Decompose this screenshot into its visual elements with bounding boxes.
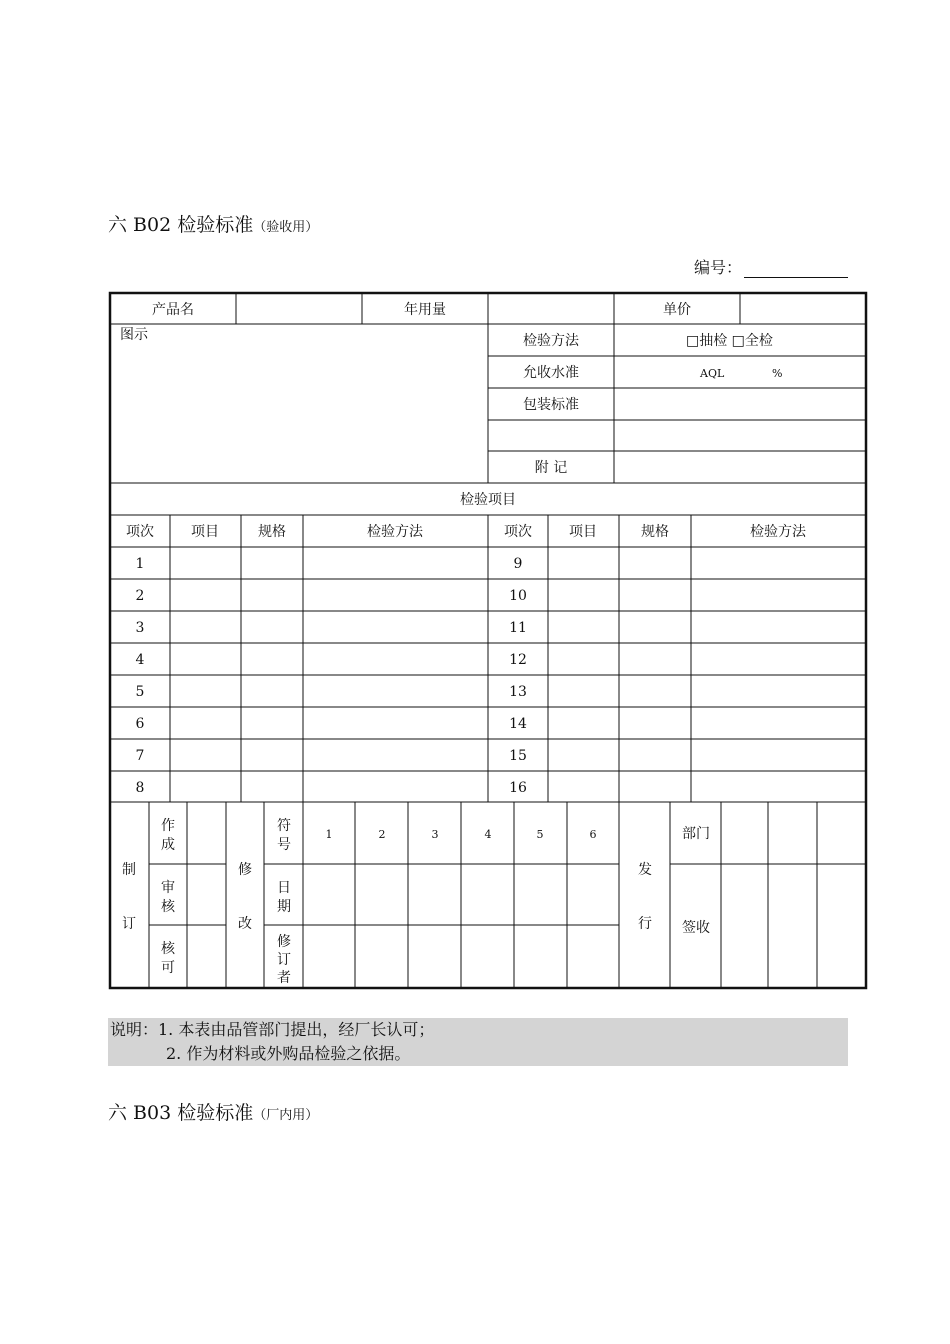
row-number: 6 xyxy=(135,716,145,732)
acceptance-level-label: 允收水准 xyxy=(523,365,579,381)
section-title-main: 六 B03 检验标准 xyxy=(108,1102,254,1124)
revision-number: 1 xyxy=(325,828,333,841)
row-number: 5 xyxy=(135,684,145,700)
row-number: 4 xyxy=(135,652,145,668)
revision-number: 6 xyxy=(589,828,597,841)
sign-receipt-label: 签收 xyxy=(682,920,710,936)
revision-number: 5 xyxy=(536,828,544,841)
department-label: 部门 xyxy=(682,826,710,842)
section-title-b03 xyxy=(108,1098,318,1125)
col-header-seq-right: 项次 xyxy=(504,524,532,540)
make-label-2: 订 xyxy=(122,916,136,932)
remarks-label: 附 记 xyxy=(534,460,568,476)
method-options[interactable]: □抽检 □全检 xyxy=(686,333,773,349)
note-line-2: 2. 作为材料或外购品检验之依据。 xyxy=(166,1044,411,1063)
aql-percent: % xyxy=(772,367,783,380)
section-title-sub: （验收用） xyxy=(253,220,319,235)
date-label-2: 期 xyxy=(277,899,291,915)
unit-price-label: 单价 xyxy=(663,302,691,318)
issue-label-2: 行 xyxy=(638,916,652,932)
row-number: 9 xyxy=(513,556,523,572)
revision-number: 2 xyxy=(378,828,386,841)
row-number: 14 xyxy=(509,716,527,732)
row-number: 2 xyxy=(135,588,145,604)
annual-usage-label: 年用量 xyxy=(404,302,446,318)
row-number: 12 xyxy=(509,652,527,668)
reviser-label-1: 修 xyxy=(277,934,291,950)
revise-label-1: 修 xyxy=(238,862,252,878)
symbol-label-1: 符 xyxy=(277,818,291,834)
date-label-1: 日 xyxy=(277,880,291,896)
approve-label-2: 可 xyxy=(161,960,175,976)
approve-label-1: 核 xyxy=(161,941,175,957)
diagram-label: 图示 xyxy=(120,327,148,343)
row-number: 3 xyxy=(135,620,145,636)
aql-label: AQL xyxy=(700,367,725,380)
review-label-2: 核 xyxy=(161,899,175,915)
revise-label-2: 改 xyxy=(238,916,252,932)
made-label-2: 成 xyxy=(161,837,175,853)
symbol-label-2: 号 xyxy=(277,837,291,853)
code-label: 编号： xyxy=(694,258,743,277)
col-header-method-left: 检验方法 xyxy=(367,524,423,540)
row-number: 13 xyxy=(509,684,527,700)
row-number: 1 xyxy=(135,556,145,572)
inspection-method-label: 检验方法 xyxy=(523,333,579,349)
row-number: 15 xyxy=(509,748,527,764)
review-label-1: 审 xyxy=(161,880,175,896)
product-name-label: 产品名 xyxy=(152,302,194,318)
packaging-standard-label: 包装标准 xyxy=(523,397,579,413)
issue-label-1: 发 xyxy=(638,862,652,878)
reviser-label-2: 订 xyxy=(277,952,291,968)
made-label-1: 作 xyxy=(161,818,175,834)
section-title-main: 六 B02 检验标准 xyxy=(108,214,254,236)
revision-number: 3 xyxy=(431,828,439,841)
section-title-sub: （厂内用） xyxy=(253,1108,319,1123)
col-header-spec-right: 规格 xyxy=(641,524,669,540)
col-header-item-right: 项目 xyxy=(569,524,597,540)
row-number: 16 xyxy=(509,780,527,796)
row-number: 7 xyxy=(135,748,145,764)
col-header-method-right: 检验方法 xyxy=(750,524,806,540)
notes-box xyxy=(108,1018,848,1066)
reviser-label-3: 者 xyxy=(277,970,291,986)
make-label-1: 制 xyxy=(122,862,136,878)
revision-number: 4 xyxy=(484,828,492,841)
col-header-seq-left: 项次 xyxy=(126,524,154,540)
note-line-1: 说明：1. 本表由品管部门提出，经厂长认可； xyxy=(110,1020,435,1039)
row-number: 11 xyxy=(509,620,527,636)
row-number: 10 xyxy=(509,588,527,604)
row-number: 8 xyxy=(135,780,145,796)
inspection-items-header: 检验项目 xyxy=(460,492,516,508)
col-header-spec-left: 规格 xyxy=(258,524,286,540)
col-header-item-left: 项目 xyxy=(191,524,219,540)
